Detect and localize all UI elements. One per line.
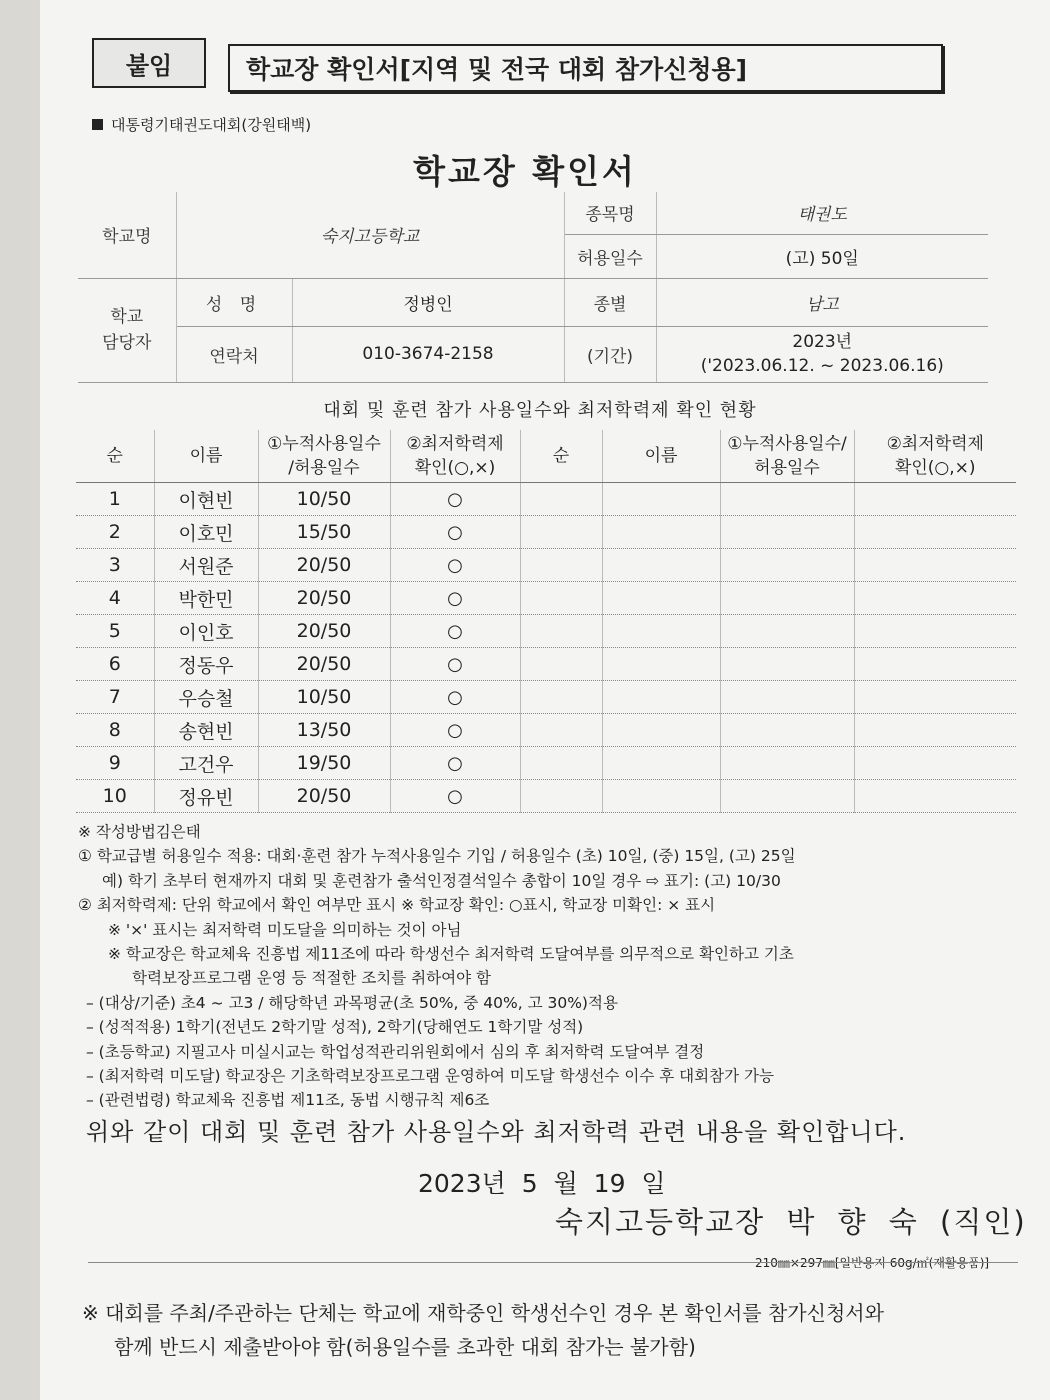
row-name-2 [602, 483, 720, 516]
row-check: ○ [390, 648, 520, 681]
row-check: ○ [390, 483, 520, 516]
table-row [76, 516, 1016, 549]
row-name-2 [602, 516, 720, 549]
row-check-2 [854, 747, 1016, 780]
period-value [656, 326, 988, 382]
row-name-2 [602, 714, 720, 747]
category-value: 남고 [656, 278, 988, 326]
row-no-2 [520, 747, 602, 780]
table-row [76, 714, 1016, 747]
period-range: ('2023.06.12. ~ 2023.06.16) [700, 356, 944, 376]
period-label: (기간) [564, 326, 656, 382]
note-2-remark-b: ※ 학교장은 학교체육 진흥법 제11조에 따라 학생선수 최저학력 도달여부를 의무적으로 확인하고 기초 [108, 945, 794, 964]
row-days: 20/50 [258, 648, 390, 681]
row-check-2 [854, 582, 1016, 615]
table-row [76, 780, 1016, 813]
period-year: 2023년 [792, 332, 853, 352]
note-grades: – (성적적용) 1학기(전년도 2학기말 성적), 2학기(당해연도 1학기말 성적) [86, 1018, 584, 1037]
row-no: 4 [76, 582, 154, 615]
row-no: 7 [76, 681, 154, 714]
col-check-line2: 확인(○,×) [414, 458, 496, 478]
row-name-2 [602, 747, 720, 780]
row-check-2 [854, 483, 1016, 516]
row-check-2 [854, 615, 1016, 648]
note-min-academic: – (최저학력 미도달) 학교장은 기초학력보장프로그램 운영하여 미도달 학생선수 이수 후 대회참가 가능 [86, 1067, 774, 1086]
row-no-2 [520, 582, 602, 615]
row-check: ○ [390, 615, 520, 648]
roster-subtitle: 대회 및 훈련 참가 사용일수와 최저학력제 확인 현황 [323, 400, 757, 421]
athlete-roster-table [76, 430, 1016, 813]
row-name-2 [602, 681, 720, 714]
col-days-line2: /허용일수 [288, 458, 360, 478]
col-name: 이름 [154, 430, 258, 483]
row-check-2 [854, 549, 1016, 582]
row-check-2 [854, 681, 1016, 714]
row-check: ○ [390, 582, 520, 615]
row-days-2 [720, 516, 854, 549]
attachment-tag: 붙임 [92, 38, 206, 88]
row-no: 2 [76, 516, 154, 549]
square-bullet-icon [92, 119, 103, 130]
contact-value: 010-3674-2158 [292, 326, 564, 382]
col-check2-line1: ②최저학력제 [886, 434, 984, 454]
row-name-2 [602, 582, 720, 615]
event-line [92, 114, 311, 135]
contact-label: 연락처 [176, 326, 292, 382]
row-no-2 [520, 549, 602, 582]
row-name: 이현빈 [154, 483, 258, 516]
note-target: – (대상/기준) 초4 ~ 고3 / 해당학년 과목평균(초 50%, 중 40%, 고 30%)적용 [86, 993, 618, 1012]
row-days: 20/50 [258, 780, 390, 813]
row-check: ○ [390, 681, 520, 714]
row-days: 10/50 [258, 483, 390, 516]
footer-line-1: ※ 대회를 주최/주관하는 단체는 학교에 재학중인 학생선수인 경우 본 확인서를 참가신청서와 [82, 1301, 884, 1325]
row-check: ○ [390, 780, 520, 813]
table-row [76, 582, 1016, 615]
row-check-2 [854, 780, 1016, 813]
school-info-table [78, 192, 988, 383]
row-name: 고건우 [154, 747, 258, 780]
row-days-2 [720, 549, 854, 582]
row-check-2 [854, 648, 1016, 681]
manager-name-value: 정병인 [292, 278, 564, 326]
col-days [258, 430, 390, 483]
row-no-2 [520, 615, 602, 648]
allowed-days-value: (고) 50일 [656, 234, 988, 278]
table-row [76, 483, 1016, 516]
col-days-2 [720, 430, 854, 483]
note-law: – (관련법령) 학교체육 진흥법 제11조, 동법 시행규칙 제6조 [86, 1091, 490, 1110]
manager-name-label: 성 명 [176, 278, 292, 326]
note-2: ② 최저학력제: 단위 학교에서 확인 여부만 표시 ※ 학교장 확인: ○표시, 학교장 미확인: × 표시 [78, 896, 716, 915]
table-row [76, 648, 1016, 681]
row-check: ○ [390, 747, 520, 780]
sport-label: 종목명 [564, 192, 656, 234]
note-elementary: – (초등학교) 지필고사 미실시교는 학업성적관리위원회에서 심의 후 최저학력 도달여부 결정 [86, 1042, 705, 1061]
row-days: 20/50 [258, 582, 390, 615]
roster-header-row [76, 430, 1016, 483]
row-days-2 [720, 483, 854, 516]
confirmation-statement: 위와 같이 대회 및 훈련 참가 사용일수와 최저학력 관련 내용을 확인합니다. [86, 1118, 907, 1146]
row-name: 정유빈 [154, 780, 258, 813]
footer-line-2: 함께 반드시 제출받아야 함(허용일수를 초과한 대회 참가는 불가함) [114, 1335, 696, 1359]
row-days-2 [720, 615, 854, 648]
school-name-value: 숙지고등학교 [176, 192, 564, 278]
row-no-2 [520, 516, 602, 549]
row-no: 5 [76, 615, 154, 648]
principal-signature-line: 숙지고등학교장 박 향 숙 (직인) [555, 1205, 1027, 1239]
issue-date: 2023년 5 월 19 일 [418, 1169, 666, 1198]
row-days-2 [720, 747, 854, 780]
sport-value: 태권도 [656, 192, 988, 234]
col-no: 순 [76, 430, 154, 483]
row-days: 15/50 [258, 516, 390, 549]
row-name: 서원준 [154, 549, 258, 582]
row-days-2 [720, 681, 854, 714]
event-name: 대통령기태권도대회(강원태백) [111, 116, 312, 134]
table-row [76, 615, 1016, 648]
note-2-remark-c: 학력보장프로그램 운영 등 적절한 조치를 취하여야 함 [132, 969, 491, 988]
row-days-2 [720, 648, 854, 681]
row-no-2 [520, 648, 602, 681]
school-name-label: 학교명 [78, 192, 176, 278]
row-no: 10 [76, 780, 154, 813]
row-name: 송현빈 [154, 714, 258, 747]
row-days: 20/50 [258, 549, 390, 582]
row-name-2 [602, 549, 720, 582]
row-name-2 [602, 648, 720, 681]
col-name-2: 이름 [602, 430, 720, 483]
row-name: 이호민 [154, 516, 258, 549]
document-title: 학교장 확인서 [413, 152, 637, 191]
row-days: 10/50 [258, 681, 390, 714]
col-check [390, 430, 520, 483]
notes-heading: ※ 작성방법김은태 [78, 823, 201, 841]
col-no-2: 순 [520, 430, 602, 483]
row-check-2 [854, 516, 1016, 549]
row-check: ○ [390, 516, 520, 549]
row-check-2 [854, 714, 1016, 747]
note-1: ① 학교급별 허용일수 적용: 대회·훈련 참가 누적사용일수 기입 / 허용일수 (초) 10일, (중) 15일, (고) 25일 [78, 847, 796, 866]
divider [88, 1262, 1018, 1263]
school-manager-label: 학교 담당자 [78, 278, 176, 382]
table-row [76, 747, 1016, 780]
row-days: 13/50 [258, 714, 390, 747]
category-label: 종별 [564, 278, 656, 326]
row-days-2 [720, 714, 854, 747]
row-name: 이인호 [154, 615, 258, 648]
row-name: 우승철 [154, 681, 258, 714]
col-check-2 [854, 430, 1016, 483]
row-no-2 [520, 483, 602, 516]
row-no-2 [520, 714, 602, 747]
table-row [76, 549, 1016, 582]
row-name-2 [602, 615, 720, 648]
row-no: 9 [76, 747, 154, 780]
row-no: 6 [76, 648, 154, 681]
paper-spec: 210㎜×297㎜[일반용지 60g/㎡(재활용품)] [755, 1256, 990, 1270]
note-2-remark-a: ※ '×' 표시는 최저학력 미도달을 의미하는 것이 아님 [108, 920, 462, 939]
footer-notice [82, 1296, 884, 1364]
row-check: ○ [390, 714, 520, 747]
col-days2-line1: ①누적사용일수/ [727, 434, 847, 454]
row-no-2 [520, 681, 602, 714]
row-no: 3 [76, 549, 154, 582]
note-1-example: 예) 학기 초부터 현재까지 대회 및 훈련참가 출석인정결석일수 총합이 10일 경우 ⇨ 표기: (고) 10/30 [102, 871, 781, 890]
row-no: 8 [76, 714, 154, 747]
writing-instructions [78, 820, 1028, 1113]
row-name-2 [602, 780, 720, 813]
row-no: 1 [76, 483, 154, 516]
form-header-title: 학교장 확인서[지역 및 전국 대회 참가신청용] [228, 44, 943, 92]
col-days2-line2: 허용일수 [754, 458, 820, 478]
col-days-line1: ①누적사용일수 [267, 434, 381, 454]
row-days: 20/50 [258, 615, 390, 648]
row-days: 19/50 [258, 747, 390, 780]
col-check-line1: ②최저학력제 [406, 434, 504, 454]
row-check: ○ [390, 549, 520, 582]
row-name: 정동우 [154, 648, 258, 681]
row-days-2 [720, 780, 854, 813]
table-row [76, 681, 1016, 714]
row-name: 박한민 [154, 582, 258, 615]
row-no-2 [520, 780, 602, 813]
allowed-days-label: 허용일수 [564, 234, 656, 278]
row-days-2 [720, 582, 854, 615]
col-check2-line2: 확인(○,×) [894, 458, 976, 478]
